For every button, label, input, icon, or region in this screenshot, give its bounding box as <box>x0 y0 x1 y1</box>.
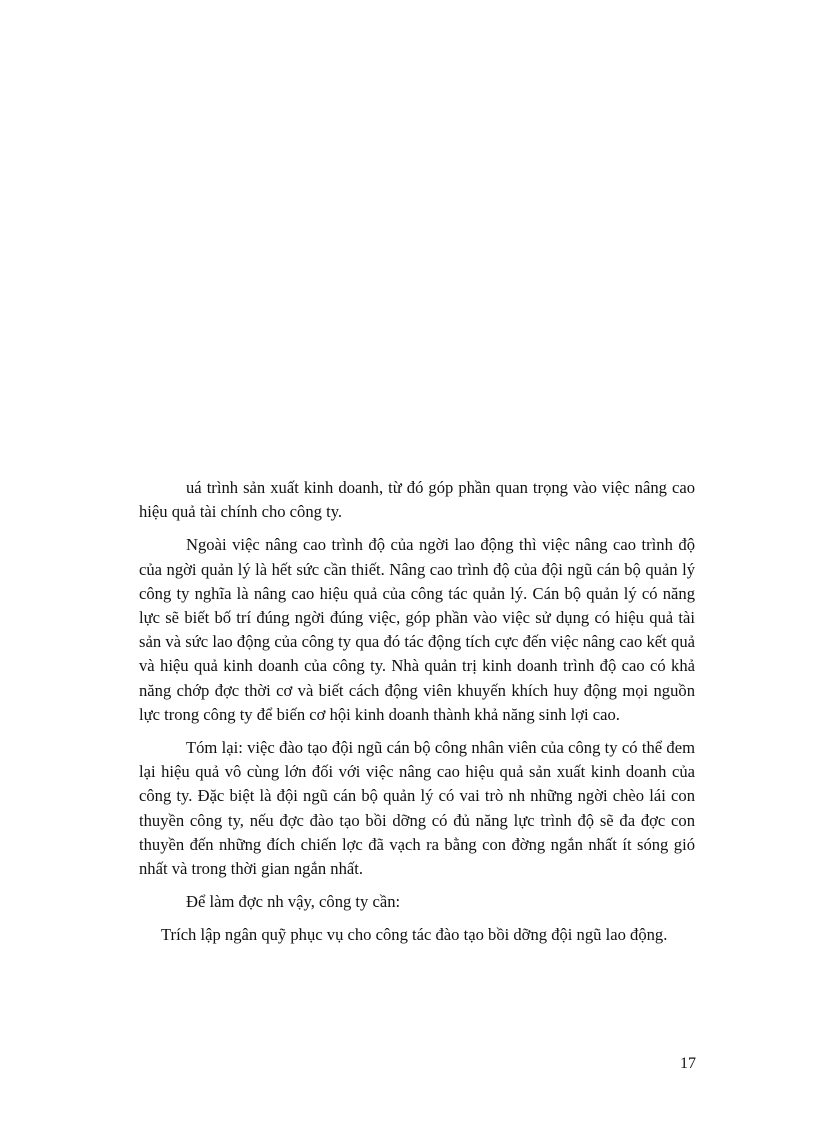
page-number: 17 <box>680 1055 696 1072</box>
body-text <box>139 476 695 957</box>
paragraph-fund-allocation: Trích lập ngân quỹ phục vụ cho công tác đào tạo bồi dỡng đội ngũ lao động. <box>161 925 668 945</box>
paragraph-requirements-intro: Để làm đợc nh vậy, công ty cần: <box>186 892 401 912</box>
paragraph-management-training: Ngoài việc nâng cao trình độ của ngời lao động thì việc nâng cao trình độ của ngời quản lý là hết sức cần thiết. Nâng cao trình độ của đội ngũ cán bộ quản lý công ty nghĩa là nâng cao hiệu quả của công tác quản lý. Cán bộ quản lý có năng lực sẽ biết bố trí đúng ngời đúng việc, góp phần vào việc sử dụng có hiệu quả tài sản và sức lao động của công ty qua đó tác động tích cực đến việc nâng cao kết quả và hiệu quả kinh doanh của công ty. Nhà quản trị kinh doanh trình độ cao có khả năng chớp đợc thời cơ và biết cách động viên khuyến khích huy động mọi nguồn lực trong công ty để biến cơ hội kinh doanh thành khả năng sinh lợi cao. <box>139 535 695 724</box>
paragraph-continuation: uá trình sản xuất kinh doanh, từ đó góp phần quan trọng vào việc nâng cao hiệu quả tài chính cho công ty. <box>139 478 695 522</box>
paragraph-summary: Tóm lại: việc đào tạo đội ngũ cán bộ công nhân viên của công ty có thể đem lại hiệu quả vô cùng lớn đối với việc nâng cao hiệu quả sản xuất kinh doanh của công ty. Đặc biệt là đội ngũ cán bộ quản lý có vai trò nh những ngời chèo lái con thuyền công ty, nếu đợc đào tạo bồi dỡng có đủ năng lực trình độ sẽ đa đợc con thuyền đến những đích chiến lợc đã vạch ra bằng con đờng ngắn nhất ít sóng gió nhất và trong thời gian ngắn nhất. <box>139 738 695 879</box>
